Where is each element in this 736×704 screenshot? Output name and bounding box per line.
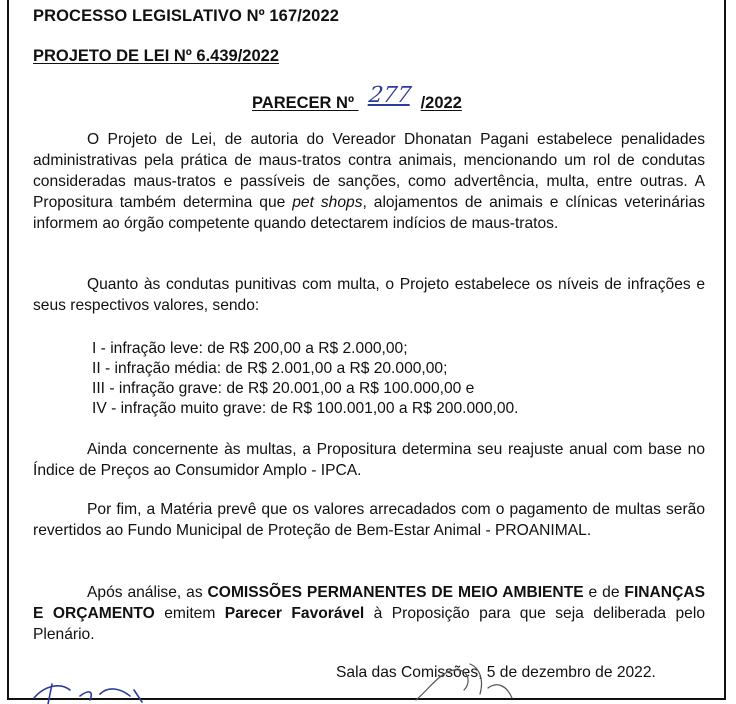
paragraph-5-c: e de <box>583 584 625 601</box>
list-item: III - infração grave: de R$ 20.001,00 a R$ 100.000,00 e <box>92 380 475 397</box>
paragraph-2 <box>33 274 705 316</box>
paragraph-3-text: Ainda concernente às multas, a Propositura determina seu reajuste anual com base no Índice de Preços ao Consumidor Amplo - IPCA. <box>33 441 705 479</box>
paragraph-2-text: Quanto às condutas punitivas com multa, o Projeto estabelece os níveis de infrações e seus respectivos valores, sendo: <box>33 276 705 314</box>
parecer-prefix: PARECER Nº <box>252 94 354 112</box>
commission-meio-ambiente: COMISSÕES PERMANENTES DE MEIO AMBIENTE <box>207 584 584 601</box>
list-item: I - infração leve: de R$ 200,00 a R$ 2.000,00; <box>92 340 408 357</box>
paragraph-1 <box>33 129 705 234</box>
parecer-favoravel: Parecer Favorável <box>224 605 365 622</box>
list-item: IV - infração muito grave: de R$ 100.001,00 a R$ 200.000,00. <box>92 400 519 417</box>
commission-financas: FINANÇAS E ORÇAMENTO <box>33 584 705 622</box>
parecer-suffix: /2022 <box>420 94 462 112</box>
list-item: II - infração média: de R$ 2.001,00 a R$ 20.000,00; <box>92 360 448 377</box>
paragraph-1-end: , alojamentos de animais e clínicas veterinárias informem ao órgão competente quando detectarem indícios de maus-tratos. <box>33 194 705 232</box>
paragraph-5-g: à Proposição para que seja deliberada pelo Plenário. <box>33 605 705 643</box>
projeto-heading: PROJETO DE LEI Nº 6.439/2022 <box>33 47 280 65</box>
paragraph-4 <box>33 499 705 541</box>
parecer-heading <box>252 83 462 114</box>
paragraph-3 <box>33 439 705 481</box>
parecer-handwritten-number: 277 <box>366 83 413 108</box>
paragraph-5-a: Após análise, as <box>87 584 208 601</box>
infraction-list <box>92 339 519 419</box>
paragraph-1-text: O Projeto de Lei, de autoria do Vereador Dhonatan Pagani estabelece penalidades administrativas pela prática de maus-tratos contra animais, mencionando um rol de condutas consideradas maus-tratos e passíveis de sanções, como advertência, multa, entre outras. A Propositura também determina que <box>33 131 705 211</box>
paragraph-5 <box>33 582 705 645</box>
processo-heading: PROCESSO LEGISLATIVO Nº 167/2022 <box>33 7 340 25</box>
pet-shops-italic: pet shops <box>292 194 363 211</box>
paragraph-4-text: Por fim, a Matéria prevê que os valores arrecadados com o pagamento de multas serão revertidos ao Fundo Municipal de Proteção de Bem-Estar Animal - PROANIMAL. <box>33 501 705 539</box>
closing-date: Sala das Comissões, 5 de dezembro de 2022. <box>336 664 656 681</box>
paragraph-5-e: emitem <box>154 605 225 622</box>
